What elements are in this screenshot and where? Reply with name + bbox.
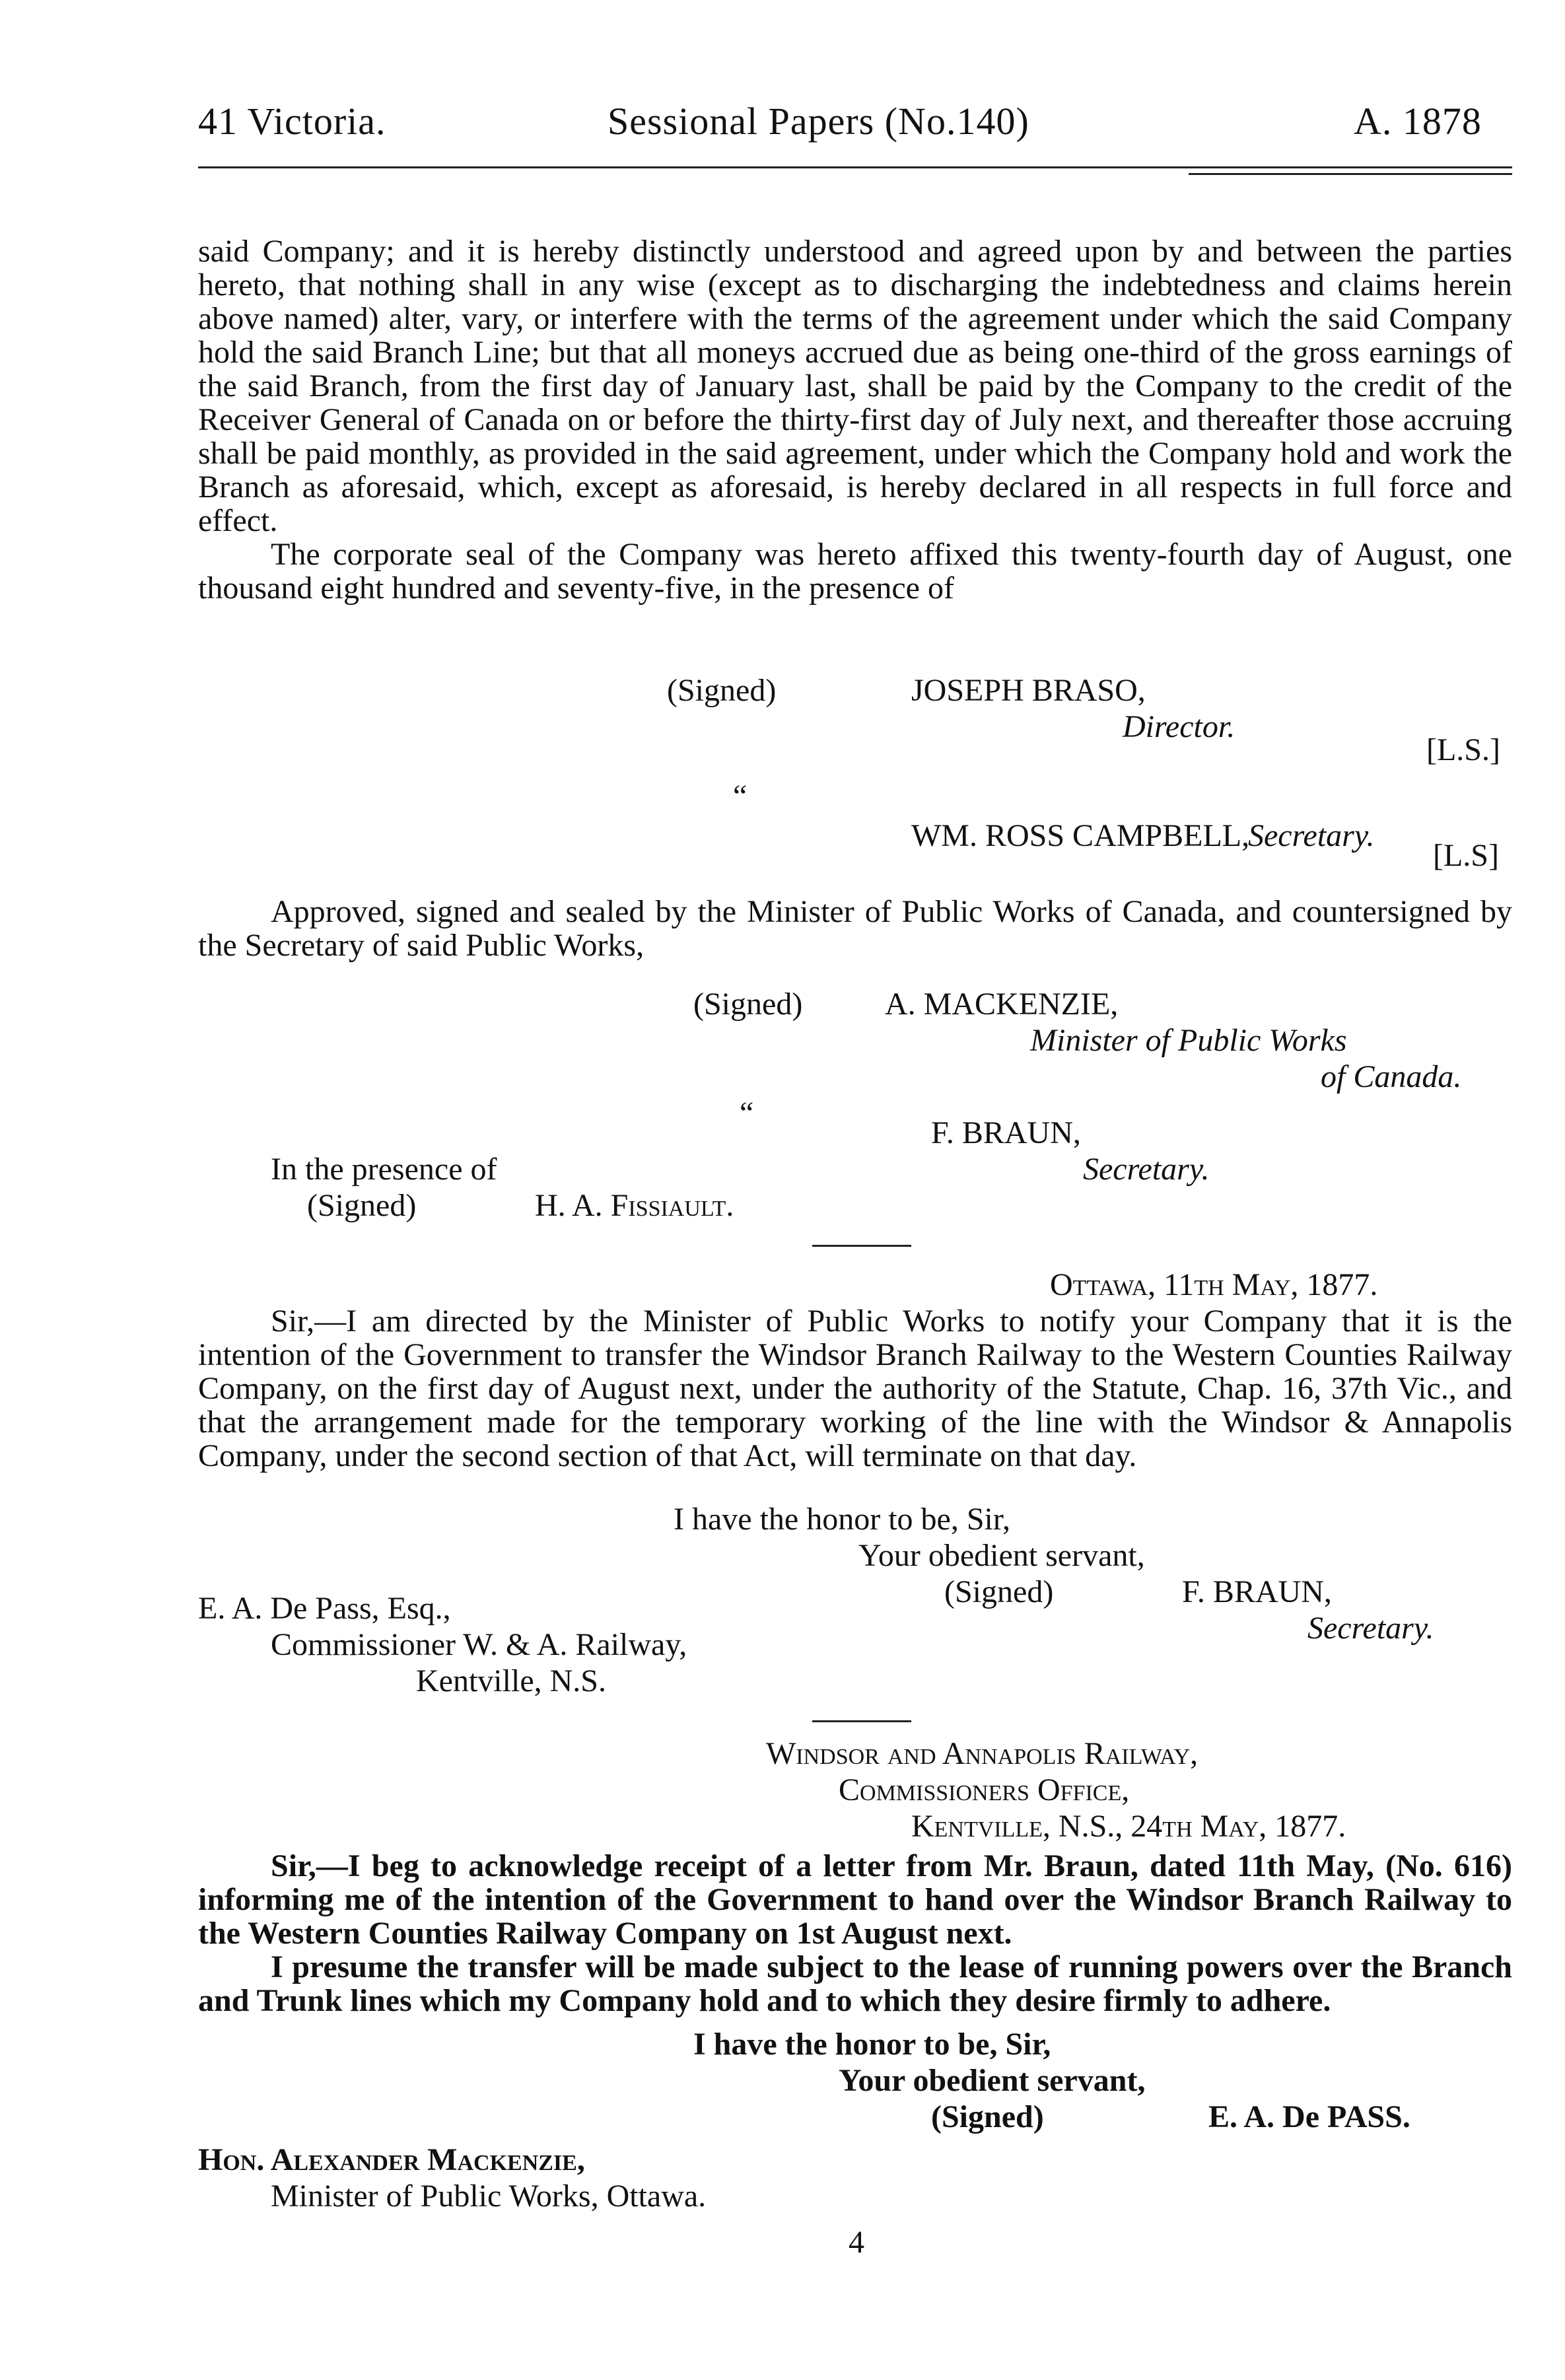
- header-rule: [198, 166, 1512, 168]
- letter2-signed-label: (Signed): [931, 2099, 1044, 2134]
- agreement-text: [198, 234, 1512, 605]
- seal-2: [L.S]: [1433, 838, 1499, 873]
- letter2-dateline: Kentville, N.S., 24th May, 1877.: [911, 1809, 1346, 1844]
- signer-campbell-title-text: Secretary.: [1248, 818, 1375, 853]
- signed-label-1: (Signed): [667, 673, 777, 708]
- approval-paragraph: Approved, signed and sealed by the Minister of Public Works of Canada, and countersigned by the Secretary of said Public Works,: [198, 894, 1512, 963]
- minister-title-line-1: Minister of Public Works: [1030, 1023, 1347, 1058]
- letter1-addressee-2: Commissioner W. & A. Railway,: [271, 1627, 687, 1662]
- approval-text: [198, 895, 1512, 962]
- letter2-body-block: [198, 1849, 1512, 2017]
- header-center: Sessional Papers (No.140): [608, 100, 1029, 143]
- letter1-dateline: Ottawa, 11th May, 1877.: [1050, 1267, 1378, 1302]
- seal-1: [L.S.]: [1426, 732, 1500, 767]
- agreement-paragraph-1: said Company; and it is hereby distinctly understood and agreed upon by and between the parties hereto, that nothing shall in any wise (except as to discharging the indebtedness and claims herein above named) alter, vary, or interfere with the terms of the agreement under which the said Company hold the said Branch Line; but that all moneys accrued due as being one-third of the gross earnings of the said Branch, from the first day of January last, shall be paid by the Company to the credit of the Receiver General of Canada on or before the thirty-first day of July next, and thereafter those accruing shall be paid monthly, as provided in the said agreement, under which the Company hold and work the Branch as aforesaid, which, except as aforesaid, is hereby declared in all respects in full force and effect.: [198, 234, 1512, 538]
- agreement-paragraph-2: The corporate seal of the Company was hereto affixed this twenty-fourth day of August, one thousand eight hundred and seventy-five, in the presence of: [198, 537, 1512, 606]
- ditto-mark-2: “: [740, 1096, 754, 1131]
- letter1-signer: F. BRAUN,: [1182, 1574, 1332, 1609]
- letter1-closing-2: Your obedient servant,: [858, 1538, 1145, 1573]
- letter1-signer-title: Secretary.: [1307, 1611, 1434, 1646]
- letter1-body-block: [198, 1304, 1512, 1473]
- signer-campbell: WM. ROSS CAMPBELL,: [911, 818, 1250, 853]
- letter2-body-2: I presume the transfer will be made subject to the lease of running powers over the Branch and Trunk lines which my Company hold and to which they desire firmly to adhere.: [198, 1949, 1512, 2018]
- ditto-mark-1: “: [733, 779, 748, 814]
- signer-braso-title: Director.: [1123, 709, 1235, 744]
- letter2-body-1: Sir,—I beg to acknowledge receipt of a letter from Mr. Braun, dated 11th May, (No. 616) informing me of the intention of the Government to hand over the Windsor Branch Railway to the Western Counties Railway Company on 1st August next.: [198, 1848, 1512, 1951]
- letter1-body: Sir,—I am directed by the Minister of Public Works to notify your Company that it is the intention of the Government to transfer the Windsor Branch Railway to the Western Counties Railway Company, on the first day of August next, under the authority of the Statute, Chap. 16, 37th Vic., and that the arrangement made for the temporary working of the line with the Windsor & Annapolis Company, under the second section of that Act, will terminate on that day.: [198, 1304, 1512, 1473]
- witness-name: H. A. Fissiault.: [535, 1188, 734, 1223]
- letter2-closing-2: Your obedient servant,: [839, 2063, 1146, 2098]
- page-number: 4: [849, 2225, 864, 2260]
- letter1-addressee-1: E. A. De Pass, Esq.,: [198, 1591, 451, 1626]
- presence-label: In the presence of: [271, 1152, 497, 1187]
- letter2-office: Commissioners Office,: [839, 1772, 1130, 1807]
- letter2-closing-1: I have the honor to be, Sir,: [693, 2027, 1051, 2062]
- section-divider-1: [812, 1245, 911, 1247]
- letter1-signed-label: (Signed): [944, 1574, 1054, 1609]
- minister-name: A. MACKENZIE,: [885, 987, 1119, 1022]
- letter2-org: Windsor and Annapolis Railway,: [766, 1736, 1199, 1771]
- letter1-closing-1: I have the honor to be, Sir,: [674, 1502, 1010, 1537]
- letter2-addressee-2: Minister of Public Works, Ottawa.: [271, 2179, 707, 2214]
- secretary-name: F. BRAUN,: [931, 1115, 1081, 1150]
- signed-label-3: (Signed): [307, 1188, 417, 1223]
- secretary-title: Secretary.: [1083, 1152, 1210, 1187]
- signer-braso: JOSEPH BRASO,: [911, 673, 1146, 708]
- minister-title-line-2: of Canada.: [1321, 1059, 1462, 1094]
- header-left: 41 Victoria.: [198, 100, 386, 143]
- letter1-addressee-3: Kentville, N.S.: [416, 1663, 606, 1698]
- letter2-signer: E. A. De PASS.: [1208, 2099, 1410, 2134]
- letter2-addressee-1: Hon. Alexander Mackenzie,: [198, 2142, 585, 2177]
- header-right: A. 1878: [1354, 100, 1482, 143]
- header-rule-secondary: [1189, 173, 1512, 175]
- section-divider-2: [812, 1720, 911, 1722]
- signed-label-2: (Signed): [693, 987, 803, 1022]
